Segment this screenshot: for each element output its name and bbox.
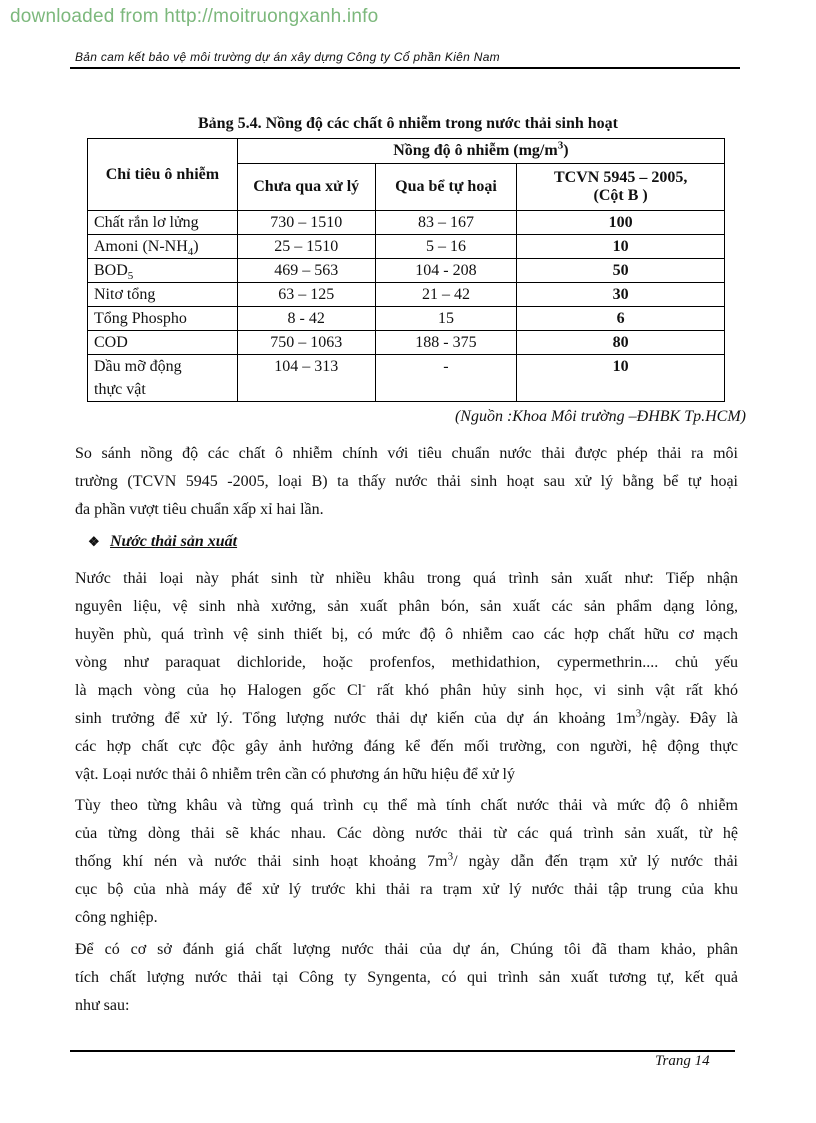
col-septic-header: Qua bể tự hoại (375, 164, 517, 211)
row-name: Dầu mỡ động thực vật (88, 355, 238, 402)
row-septic: 15 (375, 307, 517, 331)
text-line: của từng dòng thải sẽ khác nhau. Các dòng nước thải từ các quá trình sản xuất, từ hệ (75, 825, 738, 842)
text-line: đa phần vượt tiêu chuẩn xấp xỉ hai lần. (75, 501, 324, 518)
row-standard: 10 (517, 235, 725, 259)
row-septic: 83 – 167 (375, 211, 517, 235)
col-parameter-header: Chỉ tiêu ô nhiễm (88, 139, 238, 211)
row-name: COD (88, 331, 238, 355)
text-line: là mạch vòng của họ Halogen gốc Cl- rất khó phân hủy sinh học, vi sinh vật rất khó (75, 679, 738, 699)
text-line: tích chất lượng nước thải tại Công ty Syngenta, có qui trình sản xuất tương tự, kết quả (75, 969, 738, 986)
table-row (88, 259, 725, 283)
table-row (88, 235, 725, 259)
row-untreated: 730 – 1510 (237, 211, 375, 235)
watermark-text: downloaded from http://moitruongxanh.info (10, 6, 379, 27)
text-line: công nghiệp. (75, 909, 158, 926)
row-standard: 6 (517, 307, 725, 331)
row-septic: 21 – 42 (375, 283, 517, 307)
text-line: trường (TCVN 5945 -2005, loại B) ta thấy nước thải sinh hoạt sau xử lý bằng bể tự hoại (75, 473, 738, 490)
text-line: Tùy theo từng khâu và từng quá trình cụ thể mà tính chất nước thải và mức độ ô nhiễm (75, 797, 738, 814)
row-untreated: 750 – 1063 (237, 331, 375, 355)
paragraph-comparison (75, 440, 738, 524)
pollutant-table (87, 138, 725, 402)
section-heading: ❖ Nước thải sản xuất (88, 533, 238, 550)
row-name: Tổng Phospho (88, 307, 238, 331)
row-untreated: 8 - 42 (237, 307, 375, 331)
text-line: thống khí nén và nước thải sinh hoạt khoảng $7m^3/$ ngày dẫn đến trạm xử lý nước thải (75, 850, 738, 870)
text-line: So sánh nồng độ các chất ô nhiễm chính với tiêu chuẩn nước thải được phép thải ra môi (75, 445, 738, 462)
col-standard-header: TCVN 5945 – 2005, (Cột B ) (517, 164, 725, 211)
page-number: Trang 14 (655, 1053, 710, 1069)
row-name: Chất rắn lơ lửng (88, 211, 238, 235)
text-line: vòng như paraquat dichloride, hoặc profenfos, methidathion, cypermethrin.... chủ yếu (75, 654, 738, 671)
text-line: các hợp chất cực độc gây ảnh hưởng đáng kể đến mối trường, con người, hệ động thực (75, 738, 738, 755)
table-row (88, 283, 725, 307)
row-untreated: 104 – 313 (237, 355, 375, 402)
text-line: vật. Loại nước thải ô nhiễm trên cần có phương án hữu hiệu để xử lý (75, 766, 515, 783)
row-untreated: 63 – 125 (237, 283, 375, 307)
text-line: nguyên liệu, vệ sinh nhà xưởng, sản xuất phân bón, sản xuất các sản phẩm dạng lỏng, (75, 598, 738, 615)
row-septic: 188 - 375 (375, 331, 517, 355)
table-caption: Bảng 5.4. Nồng độ các chất ô nhiễm trong nước thải sinh hoạt (198, 115, 618, 132)
text-line: huyền phù, quá trình vệ sinh thiết bị, có mức độ ô nhiễm cao các hợp chất hữu cơ mạch (75, 626, 738, 643)
col-untreated-header: Chưa qua xử lý (237, 164, 375, 211)
table-row (88, 331, 725, 355)
header-divider (70, 67, 740, 69)
row-name: Nitơ tổng (88, 283, 238, 307)
row-standard: 50 (517, 259, 725, 283)
row-name: Amoni $(N-NH_4)$ (88, 235, 238, 259)
row-untreated: 469 – 563 (237, 259, 375, 283)
footer-divider (70, 1050, 735, 1052)
text-line: Để có cơ sở đánh giá chất lượng nước thải của dự án, Chúng tôi đã tham khảo, phân (75, 941, 738, 958)
paragraph-process-variation (75, 792, 738, 932)
diamond-bullet-icon: ❖ (88, 534, 100, 549)
running-header: Bản cam kết bảo vệ môi trường dự án xây dựng Công ty Cổ phần Kiên Nam (75, 50, 500, 64)
text-line: như sau: (75, 997, 130, 1014)
table-row (88, 211, 725, 235)
paragraph-reference (75, 936, 738, 1020)
text-line: Nước thải loại này phát sinh từ nhiều khâu trong quá trình sản xuất như: Tiếp nhận (75, 570, 738, 587)
row-septic: - (375, 355, 517, 402)
row-standard: 10 (517, 355, 725, 402)
row-untreated: 25 – 1510 (237, 235, 375, 259)
table-row (88, 307, 725, 331)
table-row (88, 355, 725, 402)
row-septic: 5 – 16 (375, 235, 517, 259)
table-source: (Nguồn :Khoa Môi trường –ĐHBK Tp.HCM) (454, 408, 746, 425)
text-line: sinh trưởng để xử lý. Tổng lượng nước thải dự kiến của dự án khoảng $1m^3$/ngày. Đây là (75, 707, 739, 727)
paragraph-production-wastewater (75, 565, 738, 789)
row-standard: 30 (517, 283, 725, 307)
row-standard: 80 (517, 331, 725, 355)
row-septic: 104 - 208 (375, 259, 517, 283)
concentration-group-header: Nồng độ ô nhiễm $(mg/m^3)$ (237, 139, 724, 164)
text-line: cục bộ của nhà máy để xử lý trước khi thải ra trạm xử lý nước thải tập trung của khu (75, 881, 738, 898)
row-standard: 100 (517, 211, 725, 235)
table-header-row (88, 139, 725, 164)
row-name: $BOD_5$ (88, 259, 238, 283)
